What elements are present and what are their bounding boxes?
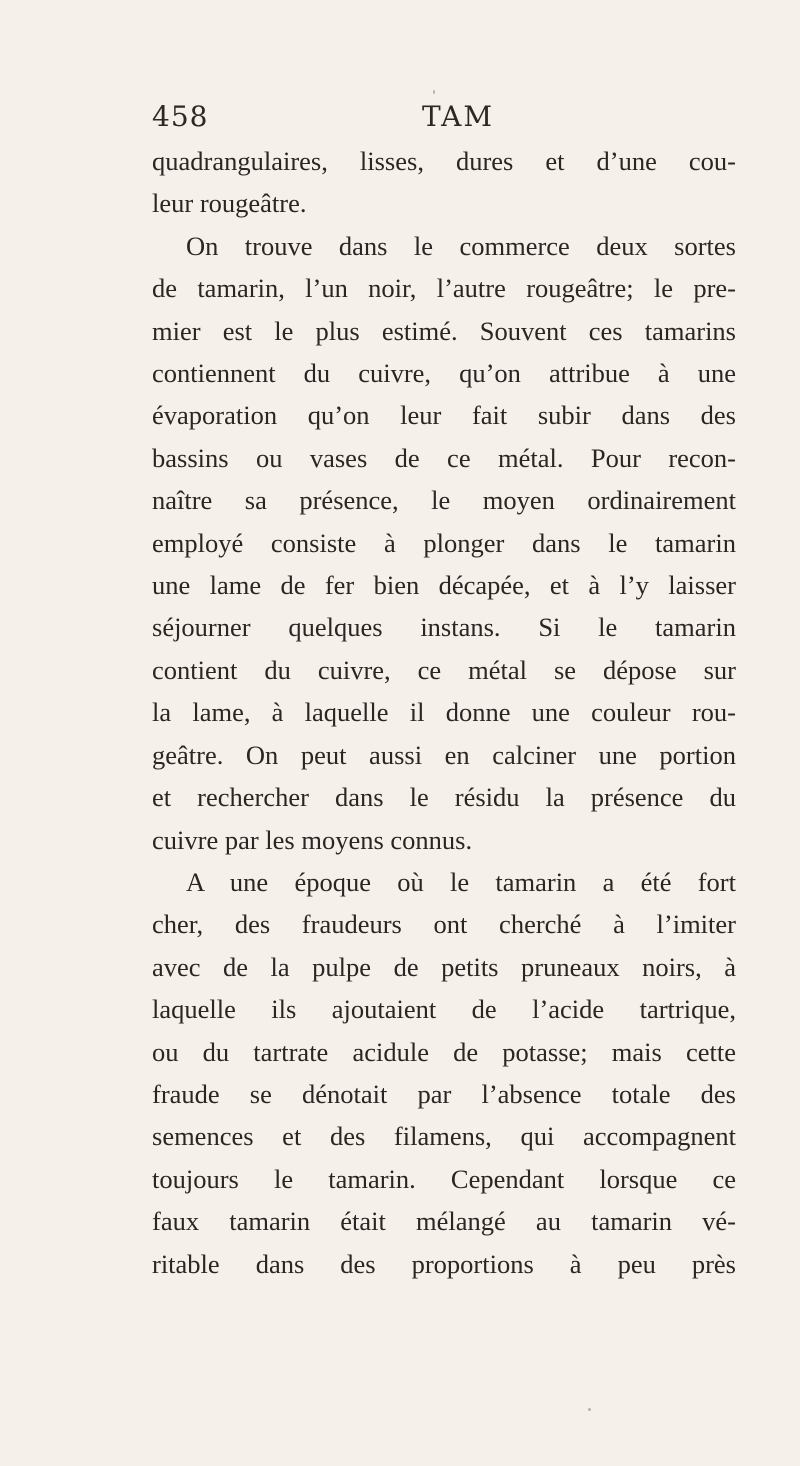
- page-number: 458: [152, 100, 209, 133]
- text-line: et rechercher dans le résidu la présence du: [152, 782, 736, 813]
- paper-speck: [433, 90, 435, 94]
- page-header: [152, 100, 742, 140]
- text-line: laquelle ils ajoutaient de l’acide tartrique,: [152, 994, 736, 1025]
- text-line: cuivre par les moyens connus.: [152, 824, 473, 855]
- text-line: de tamarin, l’un noir, l’autre rougeâtre; le pre-: [152, 273, 736, 304]
- text-line: évaporation qu’on leur fait subir dans des: [152, 400, 736, 431]
- body-text: [152, 140, 736, 1285]
- text-line: ou du tartrate acidule de potasse; mais cette: [152, 1036, 736, 1067]
- text-line: leur rougeâtre.: [152, 188, 307, 219]
- running-head: TAM: [422, 100, 495, 133]
- text-line: quadrangulaires, lisses, dures et d’une cou-: [152, 146, 736, 176]
- text-line: bassins ou vases de ce métal. Pour recon-: [152, 442, 736, 473]
- paper-speck: [588, 1408, 591, 1411]
- text-line: employé consiste à plonger dans le tamarin: [152, 527, 736, 558]
- text-line: naître sa présence, le moyen ordinairement: [152, 485, 736, 516]
- text-line: cher, des fraudeurs ont cherché à l’imiter: [152, 909, 736, 940]
- paragraph-first-line: On trouve dans le commerce deux sortes: [186, 230, 736, 261]
- text-line: fraude se dénotait par l’absence totale des: [152, 1078, 736, 1109]
- text-line: faux tamarin était mélangé au tamarin vé-: [152, 1206, 736, 1237]
- text-line: ritable dans des proportions à peu près: [152, 1248, 736, 1279]
- text-line: une lame de fer bien décapée, et à l’y laisser: [152, 570, 736, 601]
- text-line: toujours le tamarin. Cependant lorsque ce: [152, 1163, 736, 1194]
- text-line: semences et des filamens, qui accompagnent: [152, 1121, 736, 1152]
- text-line: mier est le plus estimé. Souvent ces tamarins: [152, 315, 736, 346]
- text-line: avec de la pulpe de petits pruneaux noirs, à: [152, 951, 736, 982]
- text-line: contient du cuivre, ce métal se dépose sur: [152, 654, 736, 685]
- text-line: geâtre. On peut aussi en calciner une portion: [152, 739, 736, 770]
- text-line: contiennent du cuivre, qu’on attribue à une: [152, 358, 736, 389]
- text-line: séjourner quelques instans. Si le tamarin: [152, 612, 736, 643]
- text-line: la lame, à laquelle il donne une couleur rou-: [152, 697, 736, 728]
- paragraph-first-line: A une époque où le tamarin a été fort: [186, 866, 736, 897]
